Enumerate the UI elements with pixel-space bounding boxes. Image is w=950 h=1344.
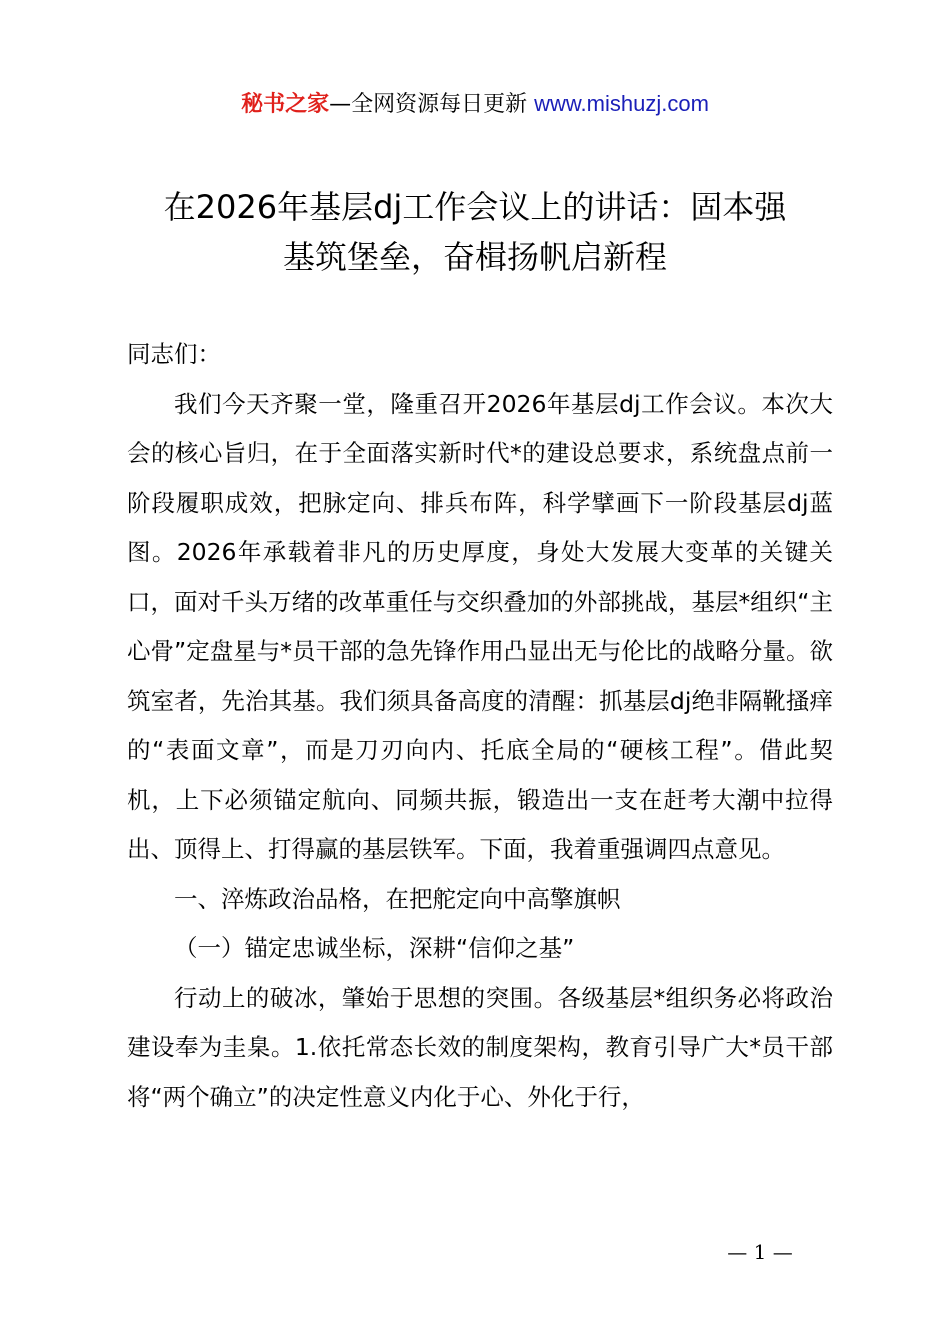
document-title [100, 182, 850, 282]
site-url[interactable]: www.mishuzj.com [534, 91, 709, 116]
section-heading-1: 一、淬炼政治品格，在把舵定向中高擎旗帜 [174, 884, 621, 913]
site-header [0, 88, 950, 121]
title-line-2: 基筑堡垒，奋楫扬帆启新程 [282, 238, 667, 276]
document-body [127, 330, 833, 1122]
site-tagline: —全网资源每日更新 [329, 92, 528, 117]
title-line-1: 在2026年基层dj工作会议上的讲话：固本强 [163, 188, 787, 226]
page-number: — 1 — [727, 1240, 793, 1264]
paragraph-intro: 我们今天齐聚一堂，隆重召开2026年基层dj工作会议。本次大会的核心旨归，在于全面落实新时代*的建设总要求，系统盘点前一阶段履职成效，把脉定向、排兵布阵，科学擘画下一阶段基层dj蓝图。2026年承载着非凡的历史厚度，身处大发展大变革的关键关口，面对千头万绪的改革重任与交织叠加的外部挑战，基层*组织“主心骨”定盘星与*员干部的急先锋作用凸显出无与伦比的战略分量。欲筑室者，先治其基。我们须具备高度的清醒：抓基层dj绝非隔靴搔痒的“表面文章”，而是刀刃向内、托底全局的“硬核工程”。借此契机，上下必须锚定航向、同频共振，锻造出一支在赶考大潮中拉得出、顶得上、打得赢的基层铁军。下面，我着重强调四点意见。 [127, 389, 833, 863]
salutation: 同志们： [127, 340, 221, 368]
subsection-heading-1: （一）锚定忠诚坐标，深耕“信仰之基” [174, 934, 575, 962]
paragraph-body: 行动上的破冰，肇始于思想的突围。各级基层*组织务必将政治建设奉为圭臬。1.依托常态长效的制度架构，教育引导广大*员干部将“两个确立”的决定性意义内化于心、外化于行， [127, 983, 833, 1111]
brand-name: 秘书之家 [241, 92, 330, 117]
